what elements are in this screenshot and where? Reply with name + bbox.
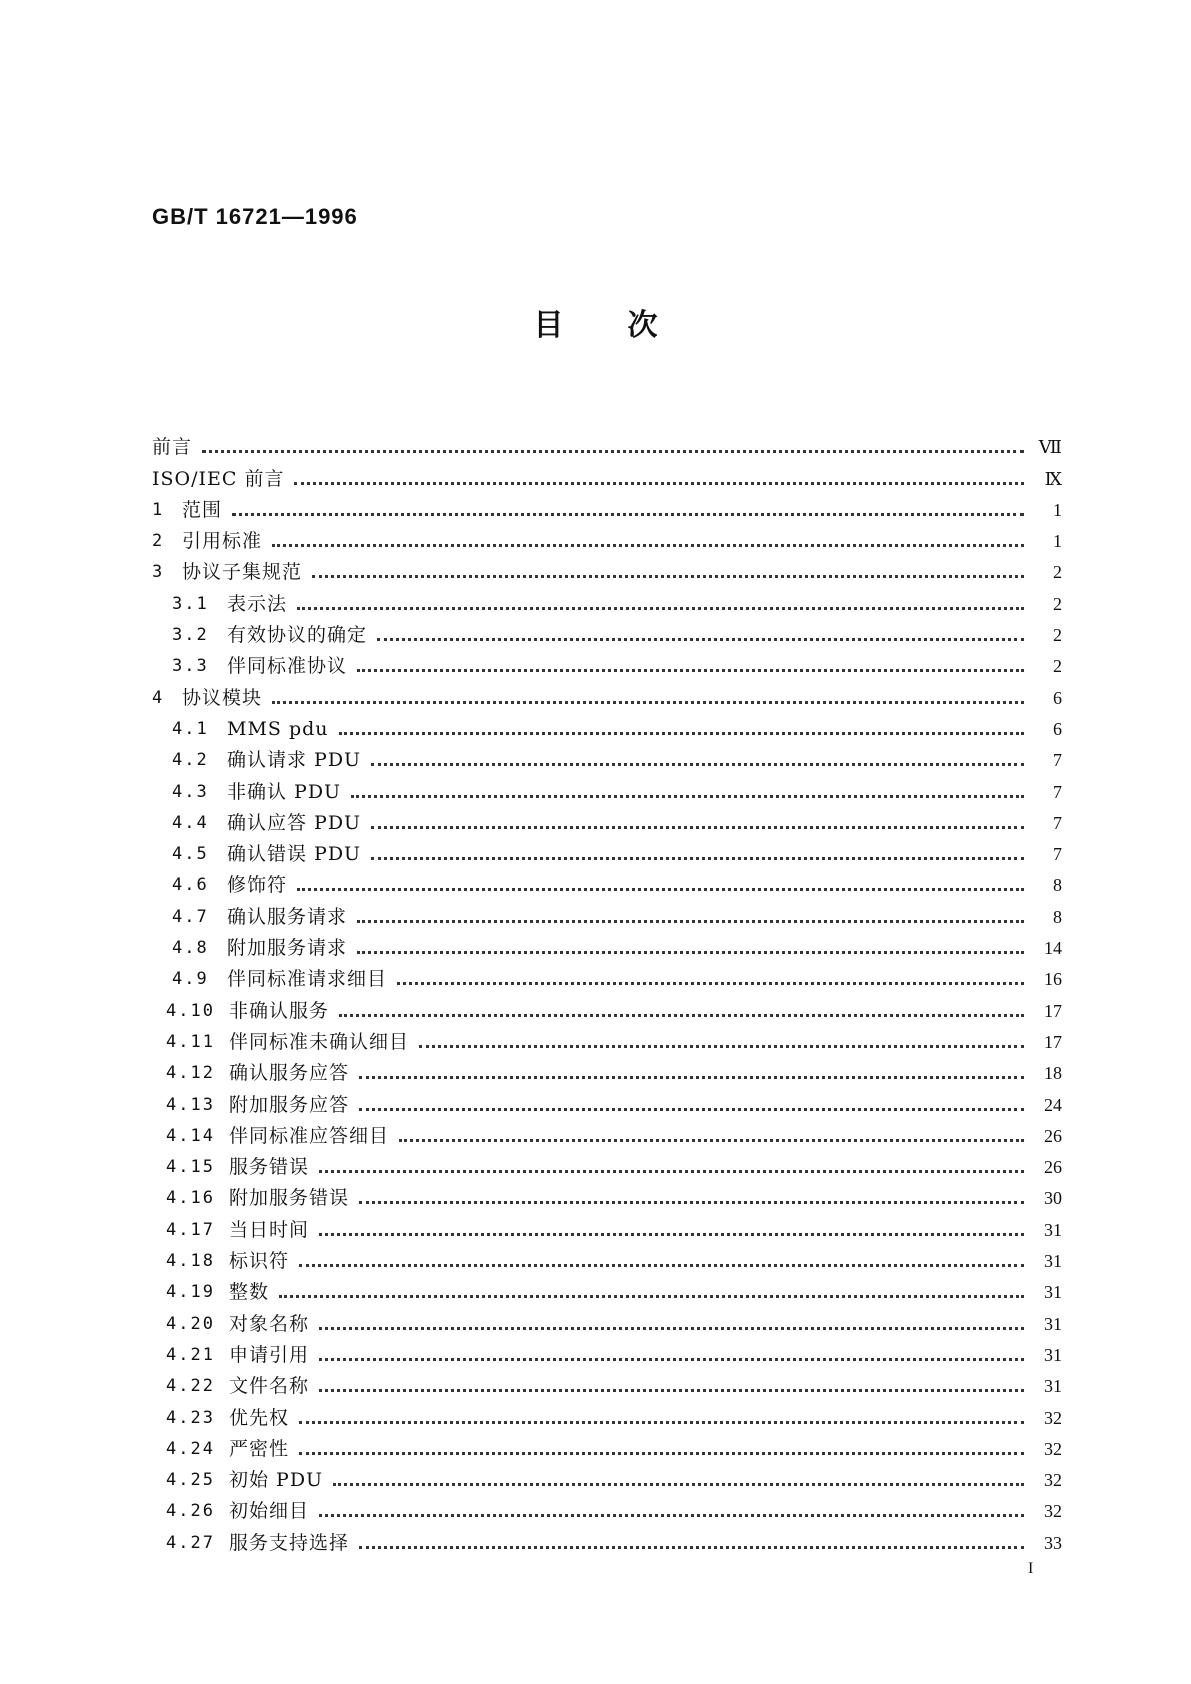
toc-leader-dots [272,701,1024,704]
toc-entry-number: 4.9 [172,969,209,990]
toc-entry-label: MMS pdu [227,717,329,740]
toc-leader-dots [319,1327,1024,1330]
toc-entry-label: 非确认服务 [229,999,330,1022]
toc-leader-dots [297,888,1024,891]
toc-entry[interactable] [152,1303,1062,1334]
toc-entry-label: 非确认 PDU [227,780,342,803]
toc-leader-dots [371,857,1024,860]
toc-entry-number: 1 [152,499,165,520]
toc-entry-number: 4.14 [166,1125,215,1146]
toc-entry-number: 4.21 [166,1344,215,1365]
toc-leader-dots [339,732,1024,735]
toc-entry-number: 4.23 [166,1407,215,1428]
toc-entry-label: 申请引用 [229,1343,310,1366]
toc-entry-page: 32 [1044,1470,1062,1491]
toc-entry[interactable] [152,928,1062,959]
toc-entry[interactable] [152,834,1062,865]
toc-entry[interactable] [152,1272,1062,1303]
toc-entry-number: 4.17 [166,1219,215,1240]
toc-entry-number: 4.8 [172,938,209,959]
toc-entry-page: Ⅶ [1038,437,1062,458]
toc-entry-label: 优先权 [229,1406,290,1429]
toc-leader-dots [297,607,1024,610]
toc-entry[interactable] [152,646,1062,677]
toc-leader-dots [312,575,1024,578]
toc-entry-page: 2 [1053,562,1062,583]
toc-entry-number: 4.7 [172,906,209,927]
toc-leader-dots [299,1421,1024,1424]
toc-entry-number: 4.4 [172,812,209,833]
toc-entry-page: 14 [1044,938,1062,959]
toc-leader-dots [377,638,1024,641]
toc-entry-page: 31 [1044,1376,1062,1397]
toc-entry-label: 协议模块 [182,686,263,709]
toc-entry-label: 前言 [152,436,193,459]
toc-entry[interactable] [152,458,1062,489]
toc-entry[interactable] [152,1209,1062,1240]
toc-entry-label: 当日时间 [229,1218,310,1241]
toc-entry[interactable] [152,1053,1062,1084]
toc-entry[interactable] [152,1397,1062,1428]
toc-entry-label: 初始 PDU [229,1469,324,1492]
toc-entry-page: 6 [1053,687,1062,708]
toc-entry-label: 文件名称 [229,1375,310,1398]
toc-entry-label: 标识符 [229,1250,290,1273]
toc-entry-page: 30 [1044,1188,1062,1209]
toc-leader-dots [397,982,1024,985]
toc-entry-number: 4.13 [166,1094,215,1115]
toc-leader-dots [279,1295,1024,1298]
toc-entry-label: 服务支持选择 [229,1531,350,1554]
toc-entry-label: 确认请求 PDU [227,749,362,772]
toc-leader-dots [232,513,1024,516]
toc-leader-dots [333,1483,1024,1486]
toc-entry-page: 26 [1044,1125,1062,1146]
toc-entry-label: 确认服务应答 [229,1062,350,1085]
toc-entry[interactable] [152,771,1062,802]
toc-leader-dots [357,920,1024,923]
toc-entry-page: 7 [1053,812,1062,833]
toc-entry-page: 31 [1044,1219,1062,1240]
toc-leader-dots [357,951,1024,954]
toc-entry-label: 伴同标准协议 [227,655,348,678]
toc-entry-page: 33 [1044,1532,1062,1553]
toc-entry[interactable] [152,990,1062,1021]
toc-entry-page: 32 [1044,1501,1062,1522]
toc-leader-dots [319,1514,1024,1517]
toc-entry-number: 4.26 [166,1501,215,1522]
toc-entry-number: 4.1 [172,718,209,739]
toc-leader-dots [371,826,1024,829]
toc-entry-label: 伴同标准未确认细目 [229,1030,410,1053]
toc-entry[interactable] [152,677,1062,708]
toc-leader-dots [272,544,1024,547]
toc-entry[interactable] [152,615,1062,646]
page-number: I [1028,1560,1034,1577]
page-title: 目次 [533,308,722,343]
toc-entry-label: 伴同标准请求细目 [227,968,388,991]
toc-entry[interactable] [152,896,1062,927]
toc-entry-label: 附加服务请求 [227,937,348,960]
toc-entry[interactable] [152,1178,1062,1209]
toc-entry-number: 4.18 [166,1251,215,1272]
toc-entry-label: 修饰符 [227,874,288,897]
toc-entry-page: 32 [1044,1438,1062,1459]
toc-leader-dots [339,1014,1024,1017]
toc-entry-page: 1 [1053,531,1062,552]
toc-entry-label: 对象名称 [229,1312,310,1335]
toc-entry[interactable] [152,1460,1062,1491]
toc-entry[interactable] [152,1335,1062,1366]
toc-entry-number: 4 [152,687,165,708]
toc-entry[interactable] [152,1522,1062,1553]
toc-entry-page: 31 [1044,1313,1062,1334]
toc-leader-dots [399,1139,1024,1142]
toc-entry-page: 2 [1053,593,1062,614]
toc-entry-page: 17 [1044,1000,1062,1021]
toc-entry-page: 31 [1044,1344,1062,1365]
toc-entry-label: 引用标准 [182,530,263,553]
toc-entry-page: 7 [1053,844,1062,865]
toc-entry-page: 31 [1044,1282,1062,1303]
toc-entry-page: 1 [1053,499,1062,520]
toc-entry-page: 7 [1053,781,1062,802]
toc-entry-number: 4.2 [172,750,209,771]
toc-entry[interactable] [152,490,1062,521]
toc-entry-number: 4.15 [166,1157,215,1178]
toc-entry-page: 26 [1044,1157,1062,1178]
toc-leader-dots [371,763,1024,766]
toc-entry[interactable] [152,1366,1062,1397]
toc-leader-dots [294,482,1024,485]
toc-entry-page: Ⅸ [1044,468,1062,489]
toc-entry-page: 17 [1044,1031,1062,1052]
toc-leader-dots [357,669,1024,672]
toc-entry[interactable] [152,803,1062,834]
toc-entry-page: 24 [1044,1094,1062,1115]
toc-entry-number: 4.24 [166,1438,215,1459]
toc-entry[interactable] [152,959,1062,990]
toc-entry-label: 确认错误 PDU [227,843,362,866]
toc-entry-page: 32 [1044,1407,1062,1428]
toc-entry-label: 附加服务错误 [229,1187,350,1210]
toc-entry-number: 4.25 [166,1470,215,1491]
toc-entry-number: 3.2 [172,625,209,646]
toc-entry-label: 严密性 [229,1437,290,1460]
toc-entry-label: 有效协议的确定 [227,624,368,647]
toc-leader-dots [359,1201,1024,1204]
toc-entry-label: 协议子集规范 [182,561,303,584]
toc-entry[interactable] [152,552,1062,583]
toc-leader-dots [319,1170,1024,1173]
toc-entry-page: 6 [1053,718,1062,739]
toc-entry[interactable] [152,521,1062,552]
toc-entry-page: 7 [1053,750,1062,771]
toc-entry-page: 31 [1044,1251,1062,1272]
toc-entry-number: 4.16 [166,1188,215,1209]
toc-entry-number: 4.20 [166,1313,215,1334]
toc-leader-dots [299,1452,1024,1455]
toc-leader-dots [359,1108,1024,1111]
toc-entry[interactable] [152,1084,1062,1115]
toc-entry-number: 4.5 [172,844,209,865]
toc-entry-page: 2 [1053,656,1062,677]
toc-leader-dots [299,1264,1024,1267]
toc-entry-number: 4.6 [172,875,209,896]
toc-entry-number: 4.22 [166,1376,215,1397]
toc-entry-label: 确认服务请求 [227,905,348,928]
toc-entry[interactable] [152,427,1062,458]
toc-entry-label: 初始细目 [229,1500,310,1523]
toc-entry[interactable] [152,1022,1062,1053]
toc-entry-label: ISO/IEC 前言 [152,467,285,490]
toc-entry-number: 4.11 [166,1031,215,1052]
toc-leader-dots [319,1358,1024,1361]
toc-entry-number: 2 [152,531,165,552]
toc-entry-label: 范围 [182,498,223,521]
toc-entry-label: 表示法 [227,592,288,615]
toc-leader-dots [359,1546,1024,1549]
toc-entry-number: 4.27 [166,1532,215,1553]
toc-entry[interactable] [152,1491,1062,1522]
toc-entry[interactable] [152,709,1062,740]
toc-entry-page: 8 [1053,875,1062,896]
toc-entry-number: 3.3 [172,656,209,677]
table-of-contents [152,427,1062,1554]
toc-entry-page: 18 [1044,1063,1062,1084]
toc-entry-page: 16 [1044,969,1062,990]
toc-leader-dots [351,795,1024,798]
toc-entry-number: 3 [152,562,165,583]
toc-entry-label: 伴同标准应答细目 [229,1124,390,1147]
toc-entry-number: 3.1 [172,593,209,614]
toc-entry-number: 4.12 [166,1063,215,1084]
toc-entry-number: 4.3 [172,781,209,802]
toc-entry-number: 4.19 [166,1282,215,1303]
toc-entry[interactable] [152,1147,1062,1178]
toc-leader-dots [319,1389,1024,1392]
toc-leader-dots [202,450,1024,453]
toc-entry[interactable] [152,1429,1062,1460]
toc-entry-label: 附加服务应答 [229,1093,350,1116]
toc-entry[interactable] [152,740,1062,771]
toc-entry-page: 8 [1053,906,1062,927]
toc-leader-dots [319,1233,1024,1236]
toc-entry-label: 整数 [229,1281,270,1304]
toc-leader-dots [359,1076,1024,1079]
toc-entry[interactable] [152,1116,1062,1147]
toc-entry[interactable] [152,865,1062,896]
toc-entry[interactable] [152,583,1062,614]
toc-entry-page: 2 [1053,625,1062,646]
document-code: GB/T 16721—1996 [152,204,358,229]
toc-entry[interactable] [152,1241,1062,1272]
toc-leader-dots [419,1045,1024,1048]
toc-entry-number: 4.10 [166,1000,215,1021]
toc-entry-label: 服务错误 [229,1156,310,1179]
toc-entry-label: 确认应答 PDU [227,811,362,834]
